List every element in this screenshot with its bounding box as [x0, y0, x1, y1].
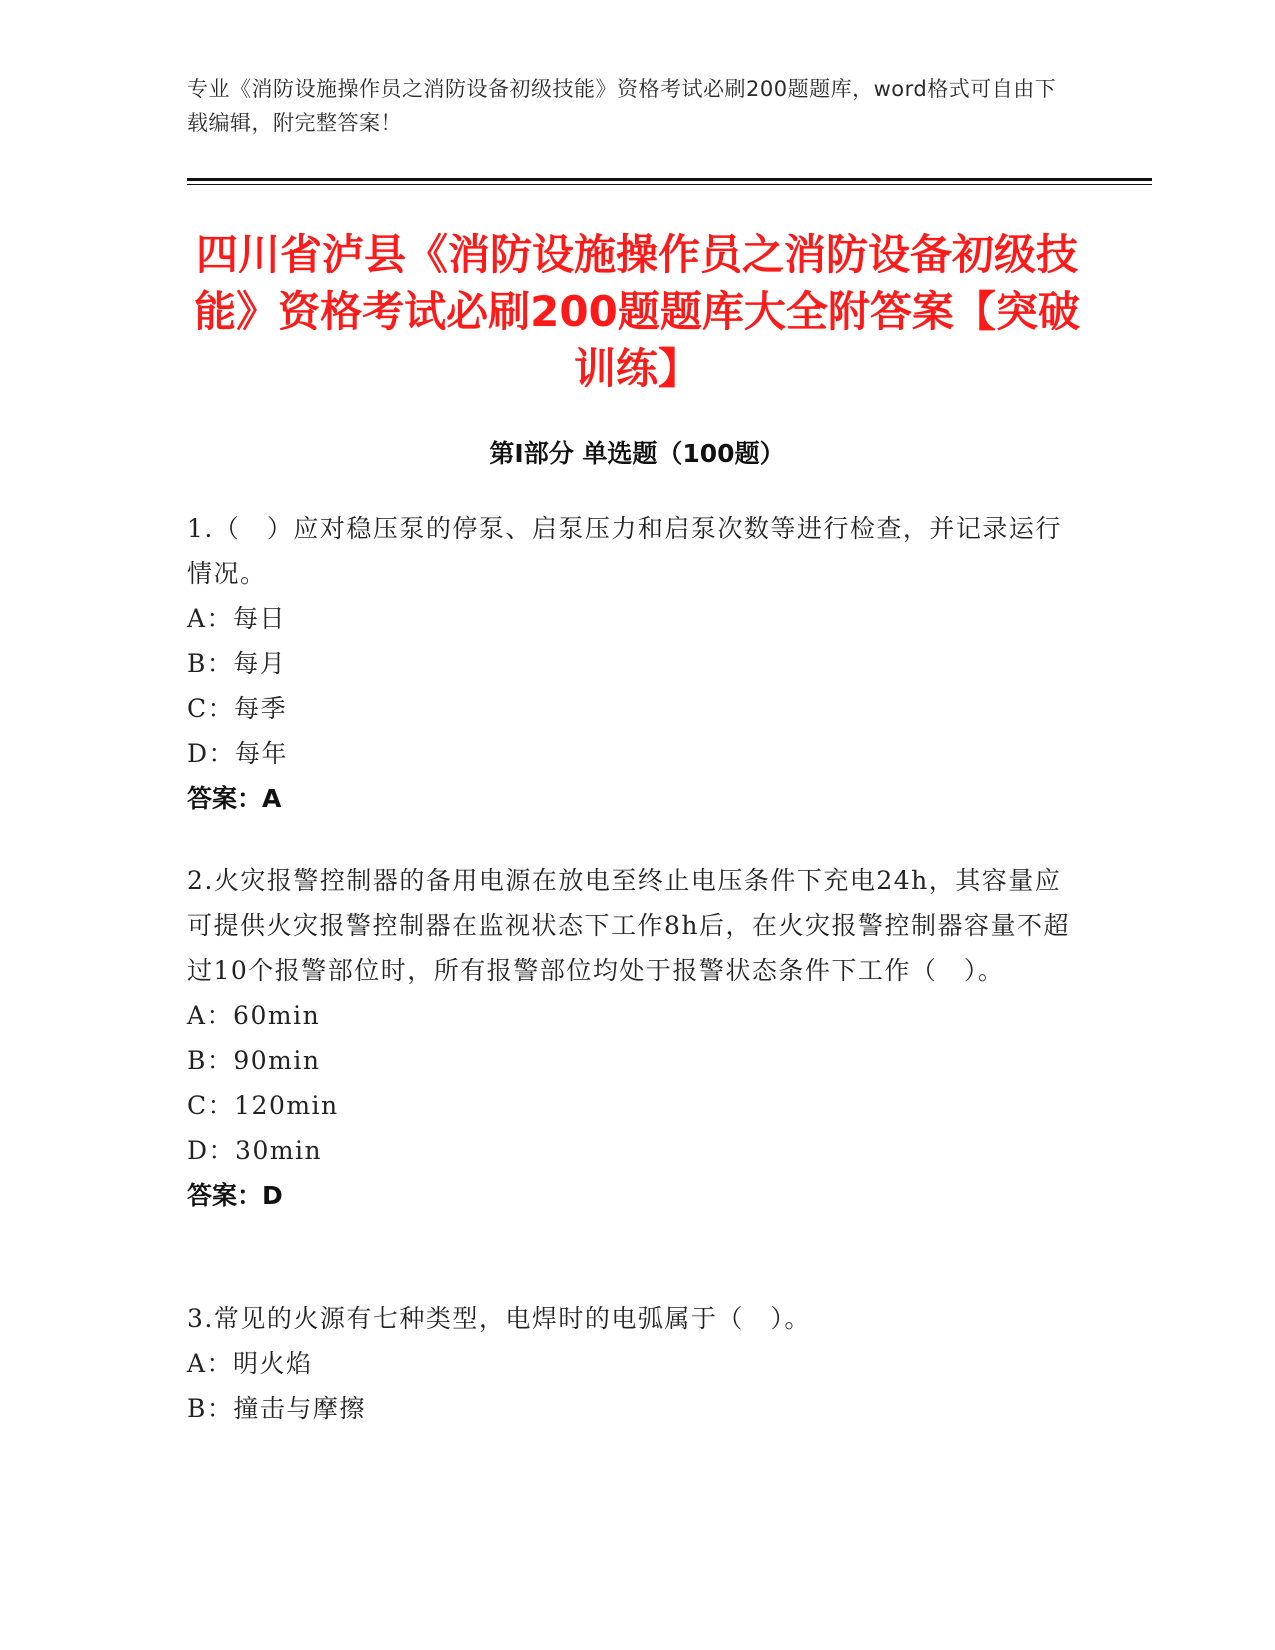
- header-divider-thin: [187, 184, 1152, 185]
- header-note: 专业《消防设施操作员之消防设备初级技能》资格考试必刷200题题库，word格式可自由下载编辑，附完整答案！: [187, 77, 1057, 135]
- section-title: 第Ⅰ部分 单选题（100题）: [489, 439, 785, 468]
- question-stem: 3.常见的火源有七种类型，电焊时的电弧属于（ ）。: [187, 1304, 811, 1333]
- option-b: B：撞击与摩擦: [187, 1394, 366, 1423]
- option-c: C：每季: [187, 694, 288, 723]
- header-divider-thick: [187, 178, 1152, 181]
- option-a: A：明火焰: [187, 1349, 313, 1378]
- option-a: A：60min: [187, 1001, 321, 1030]
- option-c: C：120min: [187, 1091, 339, 1120]
- document-title: 四川省泸县《消防设施操作员之消防设备初级技能》资格考试必刷200题题库大全附答案【突破训练】: [194, 230, 1080, 393]
- option-a: A：每日: [187, 604, 287, 633]
- option-b: B：90min: [187, 1046, 321, 1075]
- question-stem: 2.火灾报警控制器的备用电源在放电至终止电压条件下充电24h，其容量应可提供火灾报警控制器在监视状态下工作8h后，在火灾报警控制器容量不超过10个报警部位时，所有报警部位均处于报警状态条件下工作（ ）。: [187, 866, 1071, 985]
- question-1: [187, 506, 1077, 821]
- option-d: D：30min: [187, 1136, 323, 1165]
- option-d: D：每年: [187, 739, 289, 768]
- option-b: B：每月: [187, 649, 287, 678]
- answer: 答案：D: [187, 1181, 283, 1210]
- answer: 答案：A: [187, 784, 282, 813]
- question-stem: 1.（ ）应对稳压泵的停泵、启泵压力和启泵次数等进行检查，并记录运行情况。: [187, 514, 1062, 588]
- question-3: [187, 1296, 1077, 1431]
- question-2: [187, 858, 1077, 1218]
